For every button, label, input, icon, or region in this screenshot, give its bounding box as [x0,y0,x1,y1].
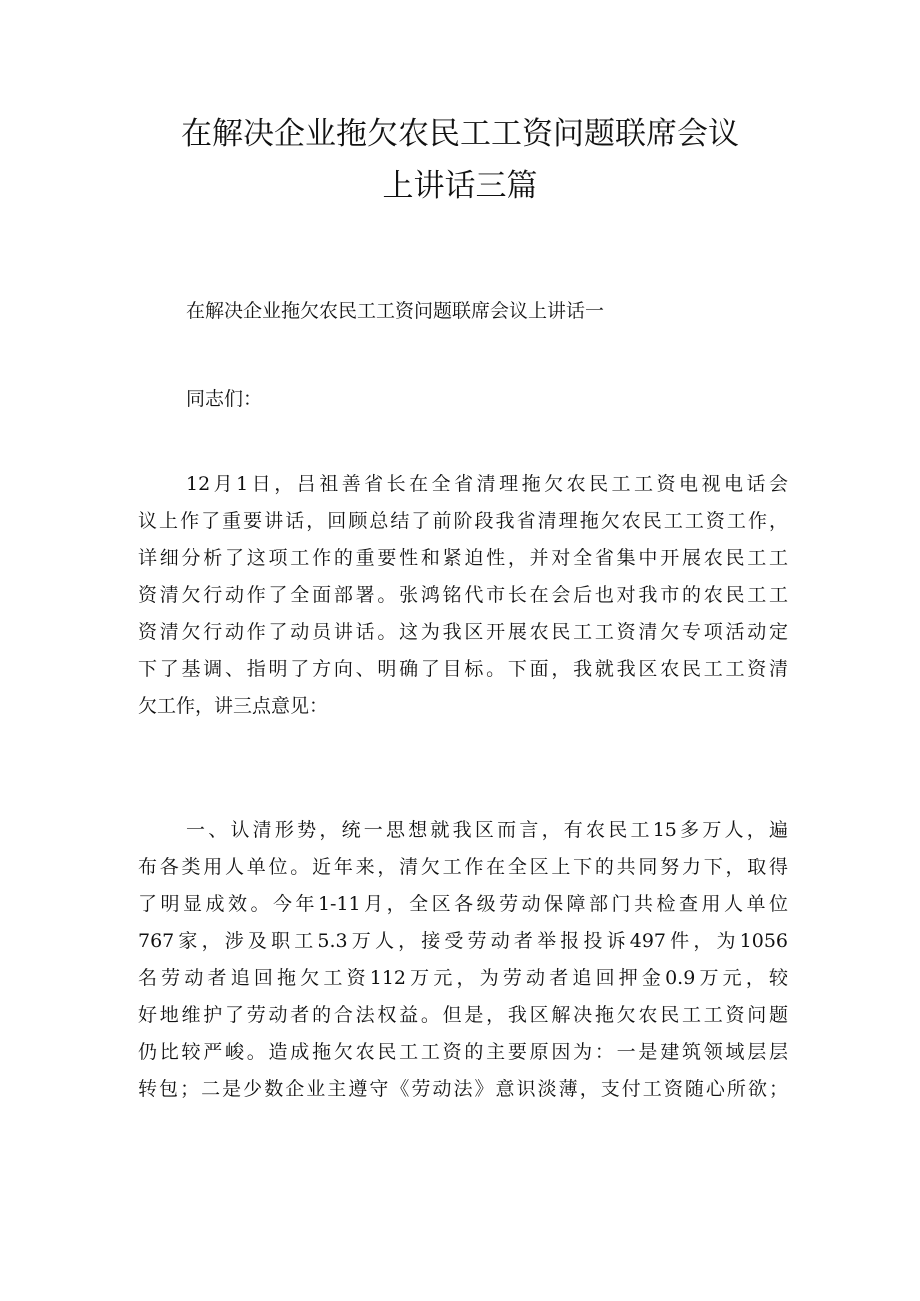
paragraph-1-line: 资清欠行动作了全面部署。张鸿铭代市长在会后也对我市的农民工工 [138,584,788,606]
paragraph-1-line: 议上作了重要讲话，回顾总结了前阶段我省清理拖欠农民工工资工作， [138,510,788,532]
title-line-1: 在解决企业拖欠农民工工资问题联席会议 [181,116,739,152]
paragraph-2-line: 布各类用人单位。近年来，清欠工作在全区上下的共同努力下，取得 [138,856,788,878]
paragraph-1 [138,466,788,725]
paragraph-2-line: 好地维护了劳动者的合法权益。但是，我区解决拖欠农民工工资问题 [138,1004,788,1026]
paragraph-2-line: 仍比较严峻。造成拖欠农民工工资的主要原因为：一是建筑领域层层 [138,1041,788,1063]
paragraph-2 [138,812,788,1108]
paragraph-1-line: 欠工作，讲三点意见： [138,695,329,717]
speech-subtitle: 在解决企业拖欠农民工工资问题联席会议上讲话一 [186,300,605,322]
paragraph-1-line: 资清欠行动作了动员讲话。这为我区开展农民工工资清欠专项活动定 [138,621,788,643]
paragraph-1-line: 详细分析了这项工作的重要性和紧迫性，并对全省集中开展农民工工 [138,547,788,569]
paragraph-2-line: 了明显成效。今年1-11月，全区各级劳动保障部门共检查用人单位 [138,893,788,915]
paragraph-1-line: 12月1日，吕祖善省长在全省清理拖欠农民工工资电视电话会 [186,473,788,495]
greeting: 同志们： [186,388,263,410]
paragraph-2-line: 转包；二是少数企业主遵守《劳动法》意识淡薄，支付工资随心所欲； [138,1078,788,1100]
document-title [140,108,780,212]
paragraph-2-line: 名劳动者追回拖欠工资112万元，为劳动者追回押金0.9万元，较 [138,967,788,989]
paragraph-1-line: 下了基调、指明了方向、明确了目标。下面，我就我区农民工工资清 [138,658,788,680]
title-line-2: 上讲话三篇 [382,168,538,204]
paragraph-2-line: 一、认清形势，统一思想就我区而言，有农民工15多万人，遍 [186,819,788,841]
paragraph-2-line: 767家，涉及职工5.3万人，接受劳动者举报投诉497件，为1056 [138,930,788,952]
